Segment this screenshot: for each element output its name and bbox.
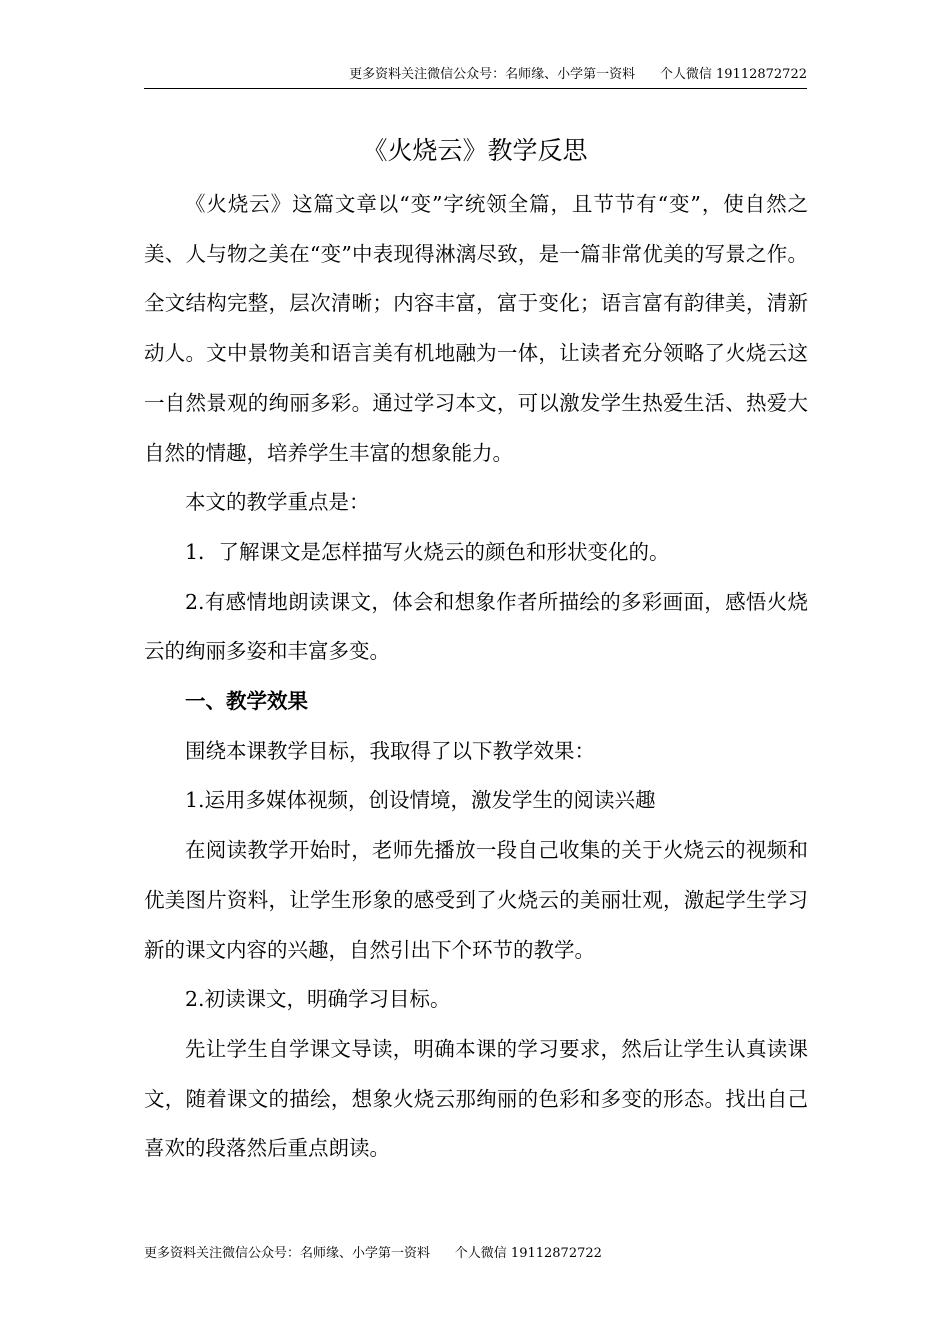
effect-paragraph-1: 在阅读教学开始时，老师先播放一段自己收集的关于火烧云的视频和优美图片资料，让学生形象的感受到了火烧云的美丽壮观，激起学生学习新的课文内容的兴趣，自然引出下个环节的教学。 [144, 838, 808, 962]
key-point-2: 2.有感情地朗读课文，体会和想象作者所描绘的多彩画面，感悟火烧云的绚丽多姿和丰富多变。 [144, 589, 808, 664]
effect-paragraph-2: 先让学生自学课文导读，明确本课的学习要求，然后让学生认真读课文，随着课文的描绘，想象火烧云那绚丽的色彩和多变的形态。找出自己喜欢的段落然后重点朗读。 [144, 1036, 808, 1161]
effect-subheading-2: 2.初读课文，明确学习目标。 [185, 987, 451, 1012]
page-header: 更多资料关注微信公众号：名师缘、小学第一资料 个人微信 19112872722 [144, 64, 807, 89]
effect-subheading-1: 1.运用多媒体视频，创设情境，激发学生的阅读兴趣 [185, 788, 656, 813]
document-title: 《火烧云》教学反思 [362, 136, 588, 165]
document-body [144, 180, 808, 1174]
key-points-intro: 本文的教学重点是： [185, 490, 370, 515]
intro-paragraph: 《火烧云》这篇文章以“变”字统领全篇，且节节有“变”，使自然之美、人与物之美在“变”中表现得淋漓尽致，是一篇非常优美的写景之作。全文结构完整，层次清晰；内容丰富，富于变化；语言富有韵律美，清新动人。文中景物美和语言美有机地融为一体，让读者充分领略了火烧云这一自然景观的绚丽多彩。通过学习本文，可以激发学生热爱生活、热爱大自然的情趣，培养学生丰富的想象能力。 [144, 192, 808, 465]
effect-intro: 围绕本课教学目标，我取得了以下教学效果： [185, 738, 595, 763]
page-footer: 更多资料关注微信公众号：名师缘、小学第一资料 个人微信 19112872722 [144, 1246, 602, 1261]
section-heading-teaching-effect: 一、教学效果 [185, 689, 308, 714]
key-point-1: 1．了解课文是怎样描写火烧云的颜色和形状变化的。 [185, 539, 670, 564]
